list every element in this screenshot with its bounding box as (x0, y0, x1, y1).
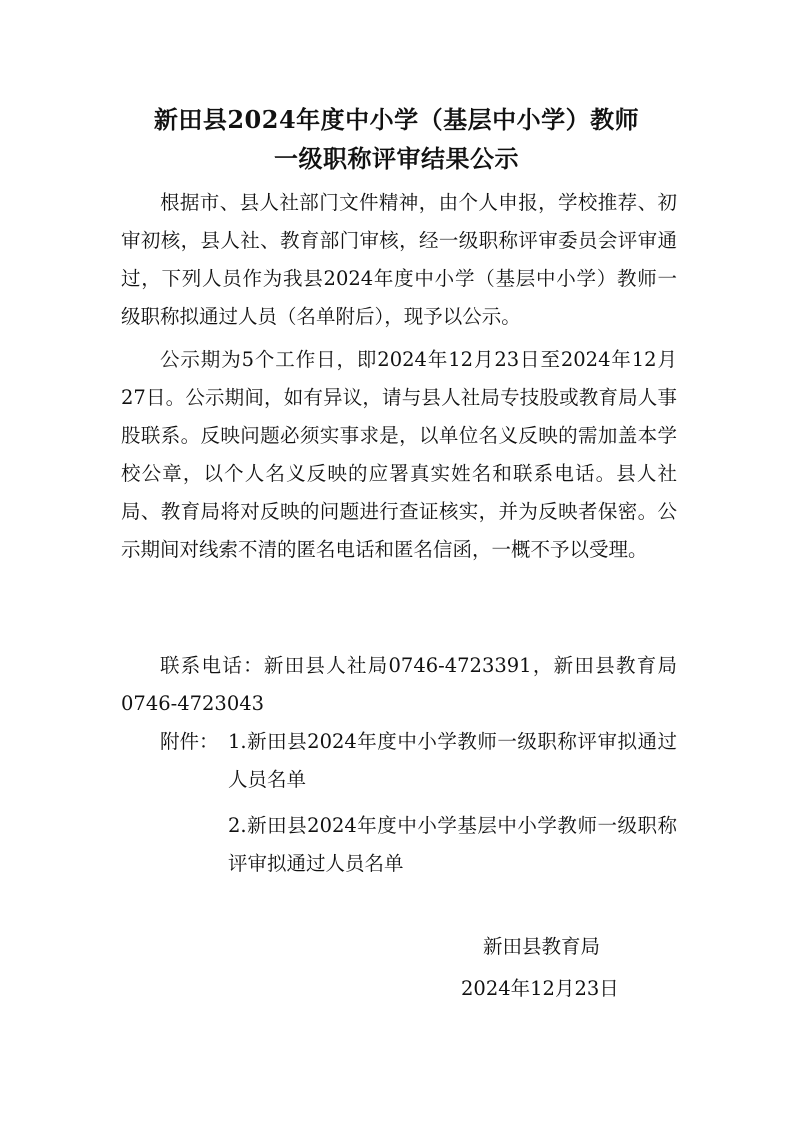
signature-organization: 新田县教育局 (483, 935, 601, 958)
paragraph-contact-phone (121, 647, 677, 723)
document-title-line-2: 一级职称评审结果公示 (274, 144, 519, 173)
paragraph-2-text: 公示期为5个工作日，即2024年12月23日至2024年12月27日。公示期间，如有异议，请与县人社局专技股或教育局人事股联系。反映问题必须实事求是，以单位名义反映的需加盖本学校公章，以个人名义反映的应署真实姓名和联系电话。县人社局、教育局将对反映的问题进行查证核实，并为反映者保密。公示期间对线索不清的匿名电话和匿名信函，一概不予以受理。 (121, 348, 677, 561)
attachment-item-2: 2.新田县2024年度中小学基层中小学教师一级职称评审拟通过人员名单 (228, 814, 677, 875)
paragraph-1-text: 根据市、县人社部门文件精神，由个人申报，学校推荐、初审初核，县人社、教育部门审核，经一级职称评审委员会评审通过，下列人员作为我县2024年度中小学（基层中小学）教师一级职称拟通过人员（名单附后），现予以公示。 (121, 191, 677, 328)
attachments-label: 附件： (160, 730, 219, 753)
paragraph-3-text: 联系电话：新田县人社局0746-4723391，新田县教育局0746-4723043 (121, 654, 677, 715)
attachment-item-1: 1.新田县2024年度中小学教师一级职称评审拟通过人员名单 (228, 730, 677, 791)
paragraph-announcement (121, 184, 677, 336)
document-title-line-1: 新田县2024年度中小学（基层中小学）教师 (153, 105, 640, 134)
paragraph-publicity-period (121, 341, 677, 569)
signature-date: 2024年12月23日 (461, 977, 619, 1000)
